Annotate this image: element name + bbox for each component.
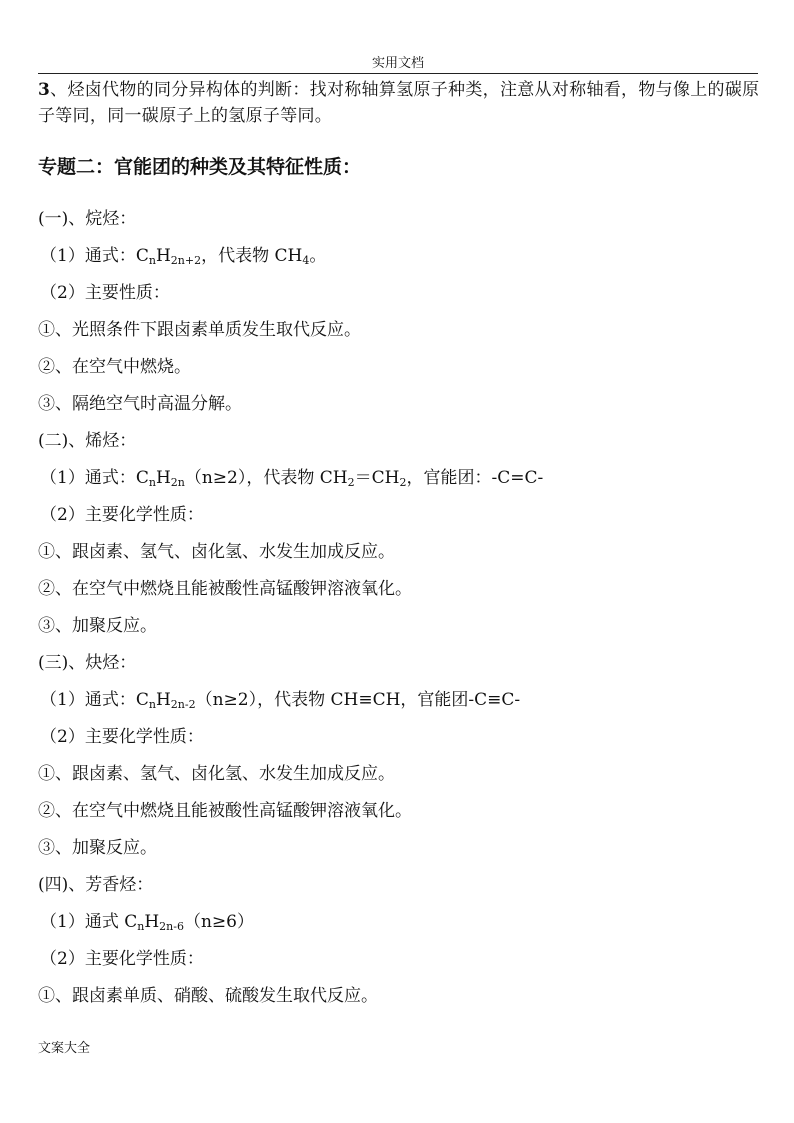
intro-paragraph <box>38 77 760 129</box>
alkyne-item: ③、加聚反应。 <box>38 838 157 858</box>
alkyne-item: ②、在空气中燃烧且能被酸性高锰酸钾溶液氧化。 <box>38 801 412 821</box>
alkyne-item: ①、跟卤素、氢气、卤化氢、水发生加成反应。 <box>38 764 395 784</box>
intro-number: 3 <box>38 80 51 100</box>
alkane-item: ①、光照条件下跟卤素单质发生取代反应。 <box>38 320 361 340</box>
alkane-item: ③、隔绝空气时高温分解。 <box>38 394 242 414</box>
alkyne-title: (三)、炔烃： <box>38 653 137 673</box>
aromatic-formula: （1）通式 $C_nH_{2n-6}(n\ge 6)$ <box>40 912 254 933</box>
page-footer: 文案大全 <box>38 1041 91 1056</box>
alkene-item: ②、在空气中燃烧且能被酸性高锰酸钾溶液氧化。 <box>38 579 412 599</box>
aromatic-props-title: （2）主要化学性质： <box>40 949 204 969</box>
alkene-title: (二)、烯烃： <box>38 431 137 451</box>
alkyne-props-title: （2）主要化学性质： <box>40 727 204 747</box>
alkane-formula: （1）通式：$C_nH_{2n+2}$，代表物 $CH_4$。 <box>40 246 327 267</box>
intro-text: 、烃卤代物的同分异构体的判断：找对称轴算氢原子种类，注意从对称轴看，物与像上的碳原子等同，同一碳原子上的氢原子等同。 <box>38 80 760 126</box>
alkene-item: ①、跟卤素、氢气、卤化氢、水发生加成反应。 <box>38 542 395 562</box>
aromatic-title: (四)、芳香烃： <box>38 875 154 895</box>
header-divider <box>38 73 758 74</box>
section-title: 专题二：官能团的种类及其特征性质： <box>38 156 362 178</box>
aromatic-item: ①、跟卤素单质、硝酸、硫酸发生取代反应。 <box>38 986 378 1006</box>
alkane-title: (一)、烷烃： <box>38 209 137 229</box>
alkane-props-title: （2）主要性质： <box>40 283 170 303</box>
page-header: 实用文档 <box>371 56 424 71</box>
alkene-formula: （1）通式：$C_nH_{2n}(n\ge 2)$，代表物 $CH_2=CH_2$，官能团：-C=C- <box>40 468 544 489</box>
alkene-item: ③、加聚反应。 <box>38 616 157 636</box>
alkene-props-title: （2）主要化学性质： <box>40 505 204 525</box>
alkyne-formula: （1）通式：$C_nH_{2n-2}(n\ge 2)$，代表物 CH≡CH，官能团-C≡C- <box>40 690 521 711</box>
alkane-item: ②、在空气中燃烧。 <box>38 357 191 377</box>
